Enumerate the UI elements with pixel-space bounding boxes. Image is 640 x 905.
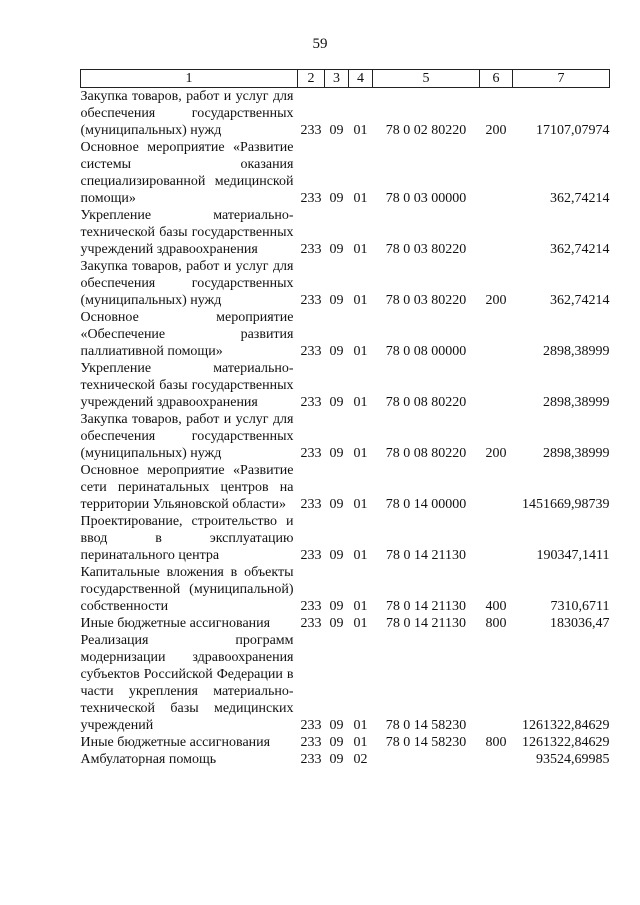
row-subsection-code: 01	[353, 497, 368, 512]
row-target-article: 78 0 08 00000	[385, 344, 467, 359]
row-subsection-code: 01	[353, 395, 368, 410]
row-expense-type: 200	[485, 446, 507, 461]
row-amount: 17107,07974	[536, 123, 610, 138]
row-subsection-code: 01	[353, 293, 368, 308]
row-ved-code: 233	[300, 548, 322, 563]
table-row	[81, 751, 610, 768]
row-subsection-code: 01	[353, 344, 368, 359]
row-amount: 2898,38999	[543, 395, 610, 410]
row-ved-code: 233	[300, 497, 322, 512]
row-subsection-code: 01	[353, 548, 368, 563]
row-name: Укрепление материально-технической базы государственных учреждений здравоохранения	[80, 208, 294, 257]
table-header	[81, 70, 610, 88]
row-section-code: 09	[329, 446, 344, 461]
row-ved-code: 233	[300, 616, 322, 631]
column-header-7: 7	[513, 70, 610, 88]
row-target-article: 78 0 14 21130	[386, 548, 466, 563]
column-header-1: 1	[81, 70, 298, 88]
row-name: Основное мероприятие «Обеспечение развития паллиативной помощи»	[80, 310, 294, 359]
row-target-article: 78 0 08 80220	[385, 395, 467, 410]
row-section-code: 09	[329, 395, 344, 410]
row-name: Капитальные вложения в объекты государственной (муниципальной) собственности	[80, 565, 294, 614]
row-target-article: 78 0 14 58230	[385, 735, 467, 750]
row-name: Амбулаторная помощь	[80, 752, 217, 767]
row-subsection-code: 01	[353, 718, 368, 733]
row-ved-code: 233	[300, 752, 322, 767]
row-section-code: 09	[329, 497, 344, 512]
row-name: Укрепление материально-технической базы государственных учреждений здравоохранения	[80, 361, 294, 410]
row-section-code: 09	[329, 718, 344, 733]
column-header-2: 2	[298, 70, 325, 88]
row-expense-type	[480, 309, 513, 360]
row-section-code: 09	[329, 616, 344, 631]
row-expense-type: 400	[485, 599, 507, 614]
row-expense-type: 200	[485, 123, 507, 138]
row-subsection-code: 01	[353, 123, 368, 138]
row-name: Основное мероприятие «Развитие системы оказания специализированной медицинской помощи»	[80, 140, 294, 206]
row-target-article: 78 0 14 21130	[386, 599, 466, 614]
table-row	[81, 207, 610, 258]
row-ved-code: 233	[300, 446, 322, 461]
row-section-code: 09	[329, 548, 344, 563]
row-amount: 362,74214	[550, 191, 610, 206]
row-expense-type	[480, 462, 513, 513]
row-amount: 190347,1411	[536, 548, 610, 563]
row-amount: 362,74214	[550, 293, 610, 308]
row-amount: 2898,38999	[543, 446, 610, 461]
row-expense-type	[480, 751, 513, 768]
table-row	[81, 139, 610, 207]
row-amount: 1261322,84629	[522, 718, 610, 733]
row-section-code: 09	[329, 735, 344, 750]
row-name: Закупка товаров, работ и услуг для обеспечения государственных (муниципальных) нужд	[80, 412, 294, 461]
row-target-article: 78 0 08 80220	[385, 446, 467, 461]
table-row	[81, 360, 610, 411]
row-ved-code: 233	[300, 191, 322, 206]
row-section-code: 09	[329, 242, 344, 257]
page-number: 59	[312, 36, 328, 52]
row-expense-type	[480, 139, 513, 207]
row-expense-type	[480, 360, 513, 411]
row-ved-code: 233	[300, 293, 322, 308]
row-section-code: 09	[329, 123, 344, 138]
row-target-article: 78 0 02 80220	[385, 123, 467, 138]
column-header-6: 6	[480, 70, 513, 88]
row-expense-type	[480, 632, 513, 734]
row-ved-code: 233	[300, 344, 322, 359]
row-amount: 183036,47	[550, 616, 610, 631]
row-amount: 7310,6711	[550, 599, 610, 614]
row-expense-type: 800	[485, 616, 507, 631]
table-row	[81, 88, 610, 140]
row-target-article	[373, 751, 480, 768]
row-name: Реализация программ модернизации здравоохранения субъектов Российской Федерации в части укрепления материально-технической базы медицинских учреждений	[80, 633, 294, 733]
row-amount: 2898,38999	[543, 344, 610, 359]
row-ved-code: 233	[300, 395, 322, 410]
row-name: Проектирование, строительство и ввод в эксплуатацию перинатального центра	[80, 514, 294, 563]
row-subsection-code: 02	[353, 752, 368, 767]
row-target-article: 78 0 14 21130	[386, 616, 466, 631]
table-row	[81, 513, 610, 564]
header-row	[81, 70, 610, 88]
budget-table	[80, 69, 610, 768]
table-row	[81, 615, 610, 632]
column-header-4: 4	[349, 70, 373, 88]
column-header-5: 5	[373, 70, 480, 88]
column-header-3: 3	[325, 70, 349, 88]
row-amount: 1261322,84629	[522, 735, 610, 750]
row-name: Закупка товаров, работ и услуг для обеспечения государственных (муниципальных) нужд	[80, 89, 294, 138]
row-ved-code: 233	[300, 242, 322, 257]
row-section-code: 09	[329, 752, 344, 767]
row-target-article: 78 0 03 00000	[385, 191, 467, 206]
row-name: Иные бюджетные ассигнования	[80, 616, 271, 631]
row-subsection-code: 01	[353, 735, 368, 750]
row-section-code: 09	[329, 191, 344, 206]
table-row	[81, 734, 610, 751]
row-target-article: 78 0 03 80220	[385, 293, 467, 308]
row-target-article: 78 0 14 58230	[385, 718, 467, 733]
row-ved-code: 233	[300, 599, 322, 614]
row-target-article: 78 0 03 80220	[385, 242, 467, 257]
table-row	[81, 411, 610, 462]
table-row	[81, 258, 610, 309]
row-section-code: 09	[329, 344, 344, 359]
row-name: Основное мероприятие «Развитие сети перинатальных центров на территории Ульяновской области»	[80, 463, 294, 512]
row-section-code: 09	[329, 293, 344, 308]
row-subsection-code: 01	[353, 446, 368, 461]
row-name: Иные бюджетные ассигнования	[80, 735, 271, 750]
row-expense-type: 200	[485, 293, 507, 308]
row-section-code: 09	[329, 599, 344, 614]
row-target-article: 78 0 14 00000	[385, 497, 467, 512]
row-ved-code: 233	[300, 718, 322, 733]
table-row	[81, 564, 610, 615]
table-body	[81, 88, 610, 769]
row-subsection-code: 01	[353, 599, 368, 614]
row-amount: 93524,69985	[536, 752, 610, 767]
row-expense-type	[480, 207, 513, 258]
row-expense-type	[480, 513, 513, 564]
row-expense-type: 800	[485, 735, 507, 750]
row-amount: 1451669,98739	[522, 497, 610, 512]
table-row	[81, 632, 610, 734]
row-ved-code: 233	[300, 123, 322, 138]
row-subsection-code: 01	[353, 242, 368, 257]
table-row	[81, 462, 610, 513]
row-ved-code: 233	[300, 735, 322, 750]
row-subsection-code: 01	[353, 191, 368, 206]
row-name: Закупка товаров, работ и услуг для обеспечения государственных (муниципальных) нужд	[80, 259, 294, 308]
table-row	[81, 309, 610, 360]
row-subsection-code: 01	[353, 616, 368, 631]
row-amount: 362,74214	[550, 242, 610, 257]
